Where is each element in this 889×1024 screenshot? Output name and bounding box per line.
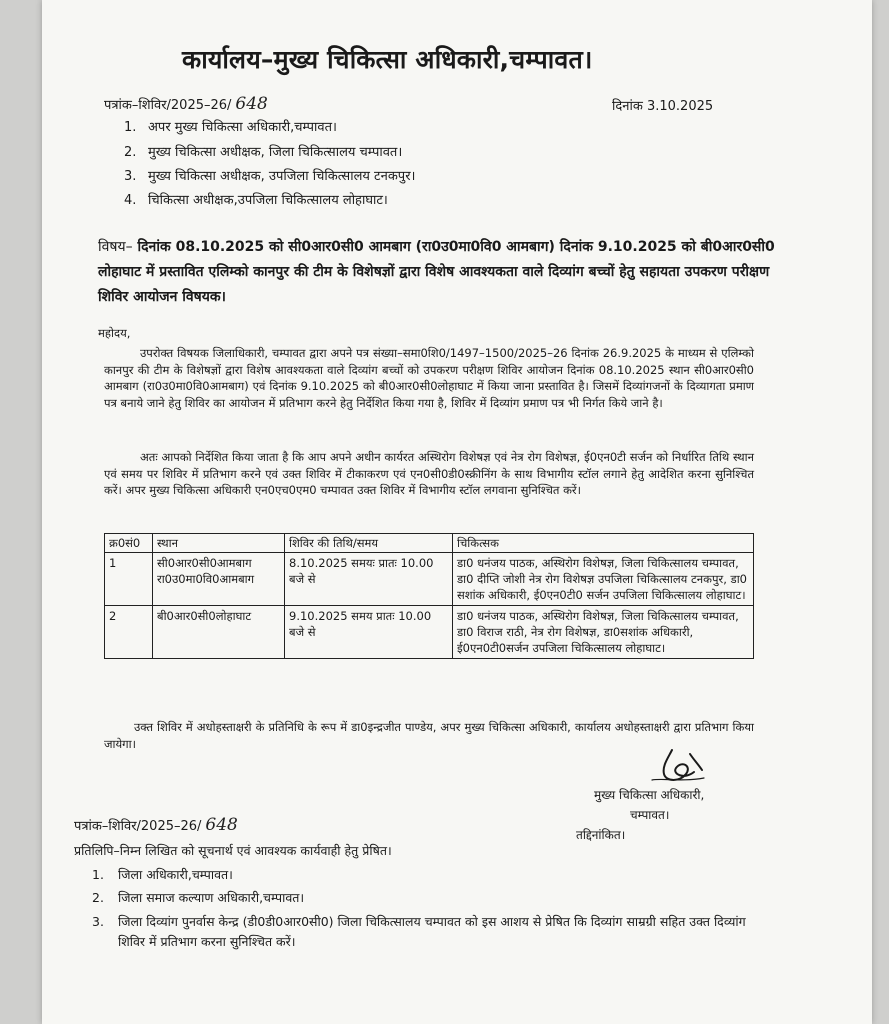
table-header-row [105,534,754,553]
addressee-3: 3. मुख्य चिकित्सा अधीक्षक, उपजिला चिकित्सालय टनकपुर। [124,169,416,184]
signatory-location: चम्पावत। [630,808,670,822]
addressee-1: 1. अपर मुख्य चिकित्सा अधिकारी,चम्पावत। [124,120,337,135]
cell-place: बी0आर0सी0लोहाघाट [153,606,285,659]
signature-mark [642,742,722,788]
subject-label: विषय– [98,239,133,255]
subject-text: दिनांक 08.10.2025 को सी0आर0सी0 आमबाग (रा0उ0मा0वि0 आमबाग) दिनांक 9.10.2025 को बी0आर0सी0 लोहाघाट में प्रस्तावित एलिम्को कानपुर की टीम के विशेषज्ञों द्वारा विशेष आवश्यकता वाले दिव्यांग बच्चों हेतु सहायता उपकरण परीक्षण शिविर आयोजन विषयक। [98,239,775,305]
same-date-note: तद्दिनांकित। [576,828,626,842]
header-place: स्थान [153,534,285,553]
cell-doctors: डा0 धनंजय पाठक, अस्थिरोग विशेषज्ञ, जिला चिकित्सालय चम्पावत, डा0 दीप्ति जोशी नेत्र रोग विशेषज्ञ उपजिला चिकित्सालय टनकपुर, डा0 सशांक अधिकारी, ई0एन0टी0 सर्जन उपजिला चिकित्सालय लोहाघाट। [453,553,754,606]
camp-schedule-table [104,533,754,659]
signatory-title: मुख्य चिकित्सा अधिकारी, [594,788,705,802]
cell-datetime: 8.10.2025 समयः प्रातः 10.00 बजे से [285,553,453,606]
letter-date: दिनांक 3.10.2025 [612,99,714,114]
copy-item-2: 2. जिला समाज कल्याण अधिकारी,चम्पावत। [92,890,305,905]
copy-handwritten-reference: 648 [205,815,238,835]
office-title: कार्यालय–मुख्य चिकित्सा अधिकारी,चम्पावत। [182,45,593,74]
copy-item-3: 3. जिला दिव्यांग पुनर्वास केन्द्र (डी0डी0आर0सी0) जिला चिकित्सालय चम्पावत को इस आशय से प्रेषित कि दिव्यांग साम्रग्री सहित उक्त दिव्यांग शिविर में प्रतिभाग करना सुनिश्चित करें। [92,914,746,949]
paragraph-2: अतः आपको निर्देशित किया जाता है कि आप अपने अधीन कार्यरत अस्थिरोग विशेषज्ञ एवं नेत्र रोग विशेषज्ञ, ई0एन0टी सर्जन को निर्धारित तिथि स्थान एवं समय पर शिविर में प्रतिभाग करने एवं उक्त शिविर में टीकाकरण एवं एन0सी0डी0स्क्रीनिंग के साथ विभागीय स्टॉल लगाने हेतु आदेशित करना सुनिश्चित करें। अपर मुख्य चिकित्सा अधिकारी एन0एच0एम0 चम्पावत उक्त शिविर में विभागीय स्टॉल लगवाना सुनिश्चित करें। [104,450,754,497]
salutation: महोदय, [98,326,131,340]
paragraph-1: उपरोक्त विषयक जिलाधिकारी, चम्पावत द्वारा अपने पत्र संख्या–समा0शि0/1497–1500/2025–26 दिनांक 26.9.2025 के माध्यम से एलिम्को कानपुर की टीम के विशेषज्ञों द्वारा विशेष आवश्यकता वाले दिव्यांग बच्चों को उपकरण परीक्षण शिविर आयोजन दिनांक 08.10.2025 स्थान सी0आर0सी0 आमबाग (रा0उ0मा0वि0आमबाग) एवं दिनांक 9.10.2025 को बी0आर0सी0लोहाघाट में किया जाना प्रस्तावित है। जिसमें दिव्यांगजनों के दिव्यागता प्रमाण पत्र बनाये जाने हेतु शिविर का आयोजन में प्रतिभाग करने हेतु निर्देशित किया गया है, शिविर में दिव्यांग प्रमाण पत्र भी निर्गत किये जाने है। [104,346,754,410]
copy-reference-label: पत्रांक–शिविर/2025–26/ [74,819,202,834]
cell-doctors: डा0 धनंजय पाठक, अस्थिरोग विशेषज्ञ, जिला चिकित्सालय चम्पावत, डा0 विराज राठी, नेत्र रोग विशेषज्ञ, डा0सशांक अधिकारी, ई0एन0टी0सर्जन उपजिला चिकित्सालय लोहाघाट। [453,606,754,659]
paragraph-3: उक्त शिविर में अधोहस्ताक्षरी के प्रतिनिधि के रूप में डा0इन्द्रजीत पाण्डेय, अपर मुख्य चिकित्सा अधिकारी, कार्यालय अधोहस्ताक्षरी द्वारा प्रतिभाग किया जायेगा। [104,720,754,751]
addressee-4: 4. चिकित्सा अधीक्षक,उपजिला चिकित्सालय लोहाघाट। [124,193,388,208]
reference-number [104,94,268,114]
cell-datetime: 9.10.2025 समय प्रातः 10.00 बजे से [285,606,453,659]
handwritten-reference: 648 [235,94,268,114]
header-datetime: शिविर की तिथि/समय [285,534,453,553]
cell-serial: 1 [105,553,153,606]
subject-line [98,235,798,310]
cell-place: सी0आर0सी0आमबाग रा0उ0मा0वि0आमबाग [153,553,285,606]
copy-item-1: 1. जिला अधिकारी,चम्पावत। [92,867,233,882]
reference-label: पत्रांक–शिविर/2025–26/ [104,98,232,113]
copy-intro: प्रतिलिपि–निम्न लिखित को सूचनार्थ एवं आवश्यक कार्यवाही हेतु प्रेषित। [74,843,392,858]
copy-reference-number [74,815,238,835]
table-row [105,553,754,606]
header-doctors: चिकित्सक [453,534,754,553]
addressee-2: 2. मुख्य चिकित्सा अधीक्षक, जिला चिकित्सालय चम्पावत। [124,145,403,160]
header-serial: क्र0सं0 [105,534,153,553]
table-row [105,606,754,659]
document-page [42,0,872,1024]
cell-serial: 2 [105,606,153,659]
